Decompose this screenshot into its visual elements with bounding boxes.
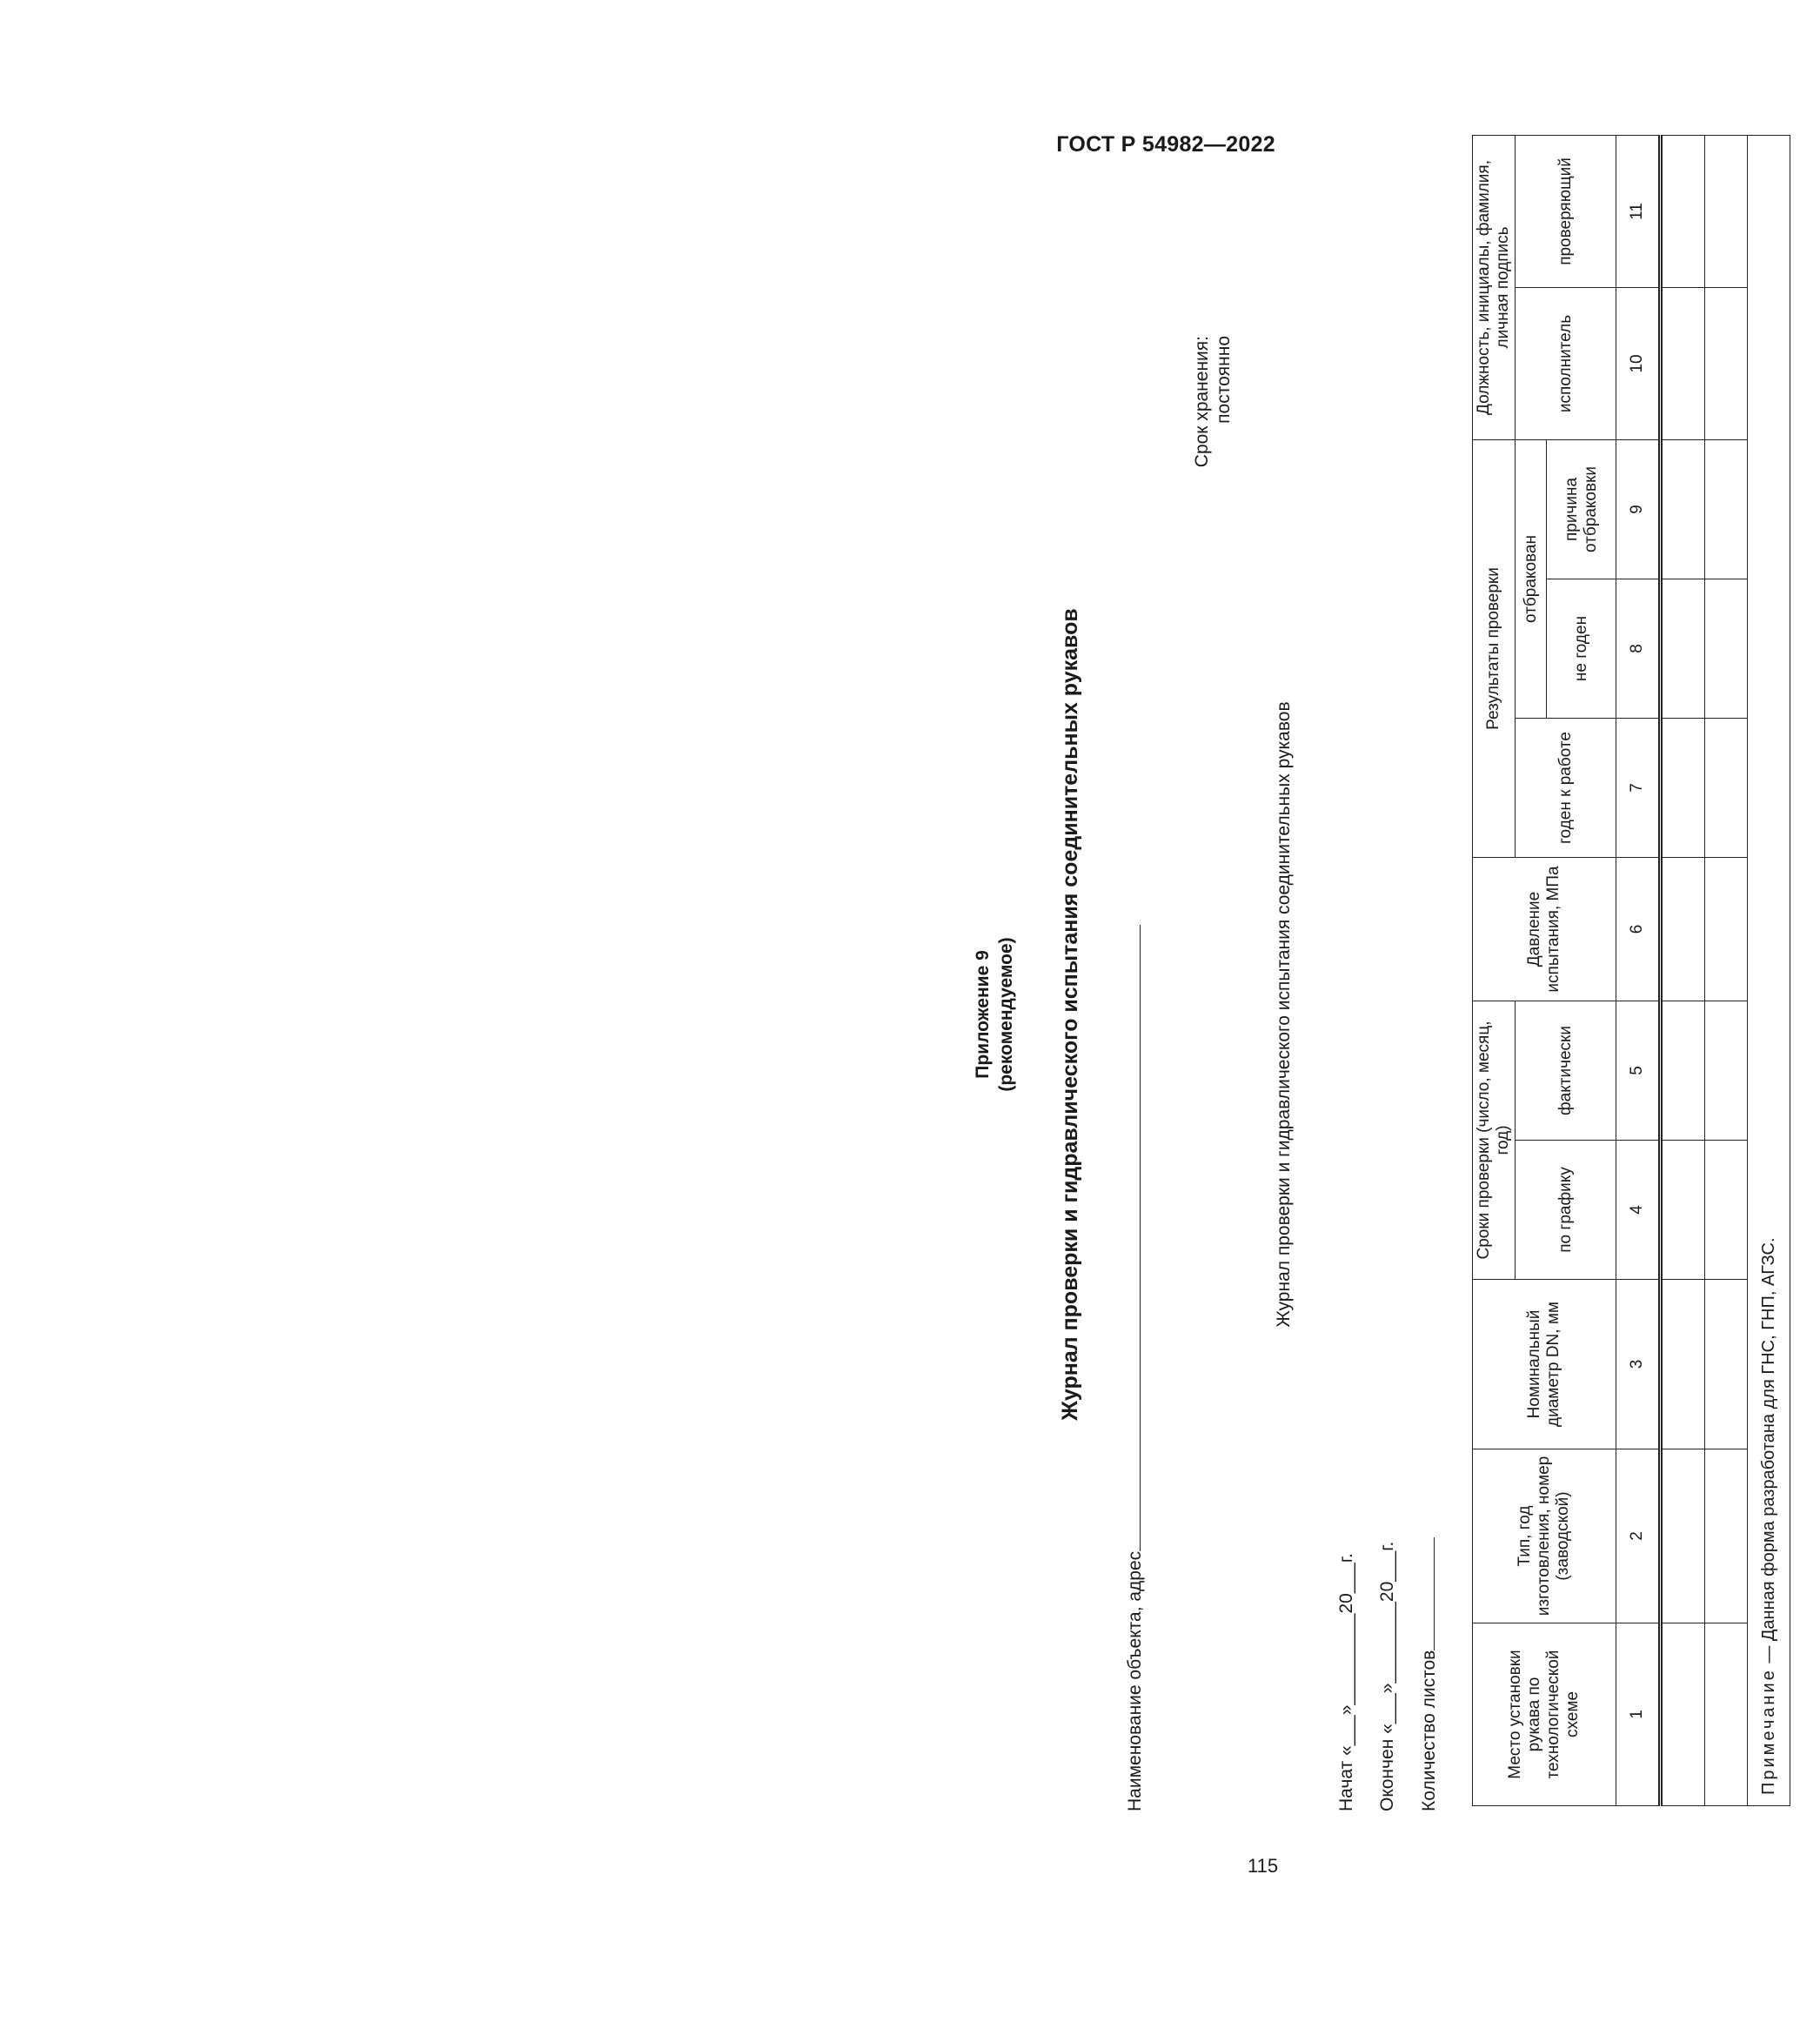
column-numbers-row [1616, 135, 1661, 1805]
start-date-field: Начат «___»_________20___г. [1336, 1553, 1356, 1811]
col-fit: годен к работе [1516, 719, 1616, 858]
table-cell[interactable] [1705, 1623, 1748, 1806]
table-cell[interactable] [1661, 858, 1705, 1001]
group-persons: Должность, инициалы, фамилия, личная подпись [1473, 135, 1516, 439]
col-diameter: Номинальный диаметр DN, мм [1473, 1280, 1616, 1449]
table-note [1748, 135, 1790, 1805]
table-cell[interactable] [1705, 579, 1748, 719]
object-field [1124, 925, 1146, 1811]
col-unfit: не годен [1547, 579, 1616, 719]
col-number: 11 [1616, 135, 1661, 287]
rotated-form [950, 144, 1820, 1884]
note-row [1748, 135, 1790, 1805]
col-location: Место установки рукава по технологической схеме [1473, 1623, 1616, 1806]
journal-table [1472, 135, 1790, 1806]
col-number: 6 [1616, 858, 1661, 1001]
table-cell[interactable] [1661, 135, 1705, 287]
col-number: 4 [1616, 1141, 1661, 1280]
object-underline [1124, 925, 1141, 1551]
page-number: 115 [1248, 1855, 1279, 1877]
group-dates: Сроки проверки (число, месяц, год) [1473, 1001, 1516, 1280]
storage-value: постоянно [1214, 336, 1234, 424]
storage-period [1191, 336, 1235, 553]
table-cell[interactable] [1661, 1623, 1705, 1806]
table-cell[interactable] [1705, 719, 1748, 858]
table-cell[interactable] [1705, 439, 1748, 579]
col-number: 1 [1616, 1623, 1661, 1806]
col-number: 9 [1616, 439, 1661, 579]
appendix-number: Приложение 9 [973, 950, 993, 1079]
table-row [1705, 135, 1748, 1805]
group-rejected: отбракован [1516, 439, 1547, 718]
object-label: Наименование объекта, адрес [1125, 1550, 1145, 1811]
col-inspector: проверяющий [1516, 135, 1616, 287]
col-number: 8 [1616, 579, 1661, 719]
note-text: — Данная форма разработана для ГНС, ГНП, АГЗС. [1759, 1237, 1778, 1669]
sheets-underline [1418, 1537, 1435, 1650]
table-cell[interactable] [1661, 287, 1705, 439]
table-cell[interactable] [1705, 1001, 1748, 1141]
col-type: Тип, год изготовления, номер (заводской) [1473, 1449, 1616, 1623]
table-cell[interactable] [1661, 1449, 1705, 1623]
note-label: Примечание [1759, 1668, 1778, 1795]
table-cell[interactable] [1705, 858, 1748, 1001]
col-number: 3 [1616, 1280, 1661, 1449]
table-cell[interactable] [1705, 1449, 1748, 1623]
end-date-field: Окончен «___»________20___г. [1377, 1541, 1397, 1811]
table-cell[interactable] [1661, 1141, 1705, 1280]
appendix-heading [971, 144, 1018, 1884]
table-cell[interactable] [1661, 1001, 1705, 1141]
group-results: Результаты проверки [1473, 439, 1516, 857]
col-number: 2 [1616, 1449, 1661, 1623]
col-reject-reason: причина отбраковки [1547, 439, 1616, 579]
col-number: 7 [1616, 719, 1661, 858]
table-cell[interactable] [1661, 579, 1705, 719]
col-scheduled: по графику [1516, 1141, 1616, 1280]
table-cell[interactable] [1705, 135, 1748, 287]
table-row [1661, 135, 1705, 1805]
appendix-status: (рекомендуемое) [996, 937, 1016, 1092]
sheets-label: Количество листов [1419, 1650, 1439, 1811]
col-number: 5 [1616, 1001, 1661, 1141]
sheets-field [1418, 1537, 1440, 1811]
col-actual: фактически [1516, 1001, 1616, 1141]
col-number: 10 [1616, 287, 1661, 439]
table-cell[interactable] [1661, 1280, 1705, 1449]
col-executor: исполнитель [1516, 287, 1616, 439]
journal-title: Журнал проверки и гидравлического испытания соединительных рукавов [1058, 608, 1082, 1421]
col-pressure: Давление испытания, МПа [1473, 858, 1616, 1001]
storage-label: Срок хранения: [1192, 336, 1212, 468]
table-cell[interactable] [1705, 1280, 1748, 1449]
table-cell[interactable] [1705, 1141, 1748, 1280]
table-cell[interactable] [1661, 439, 1705, 579]
table-cell[interactable] [1705, 287, 1748, 439]
journal-subtitle: Журнал проверки и гидравлического испытания соединительных рукавов [1274, 701, 1294, 1328]
table-cell[interactable] [1661, 719, 1705, 858]
document-code: ГОСТ Р 54982—2022 [1056, 132, 1275, 157]
